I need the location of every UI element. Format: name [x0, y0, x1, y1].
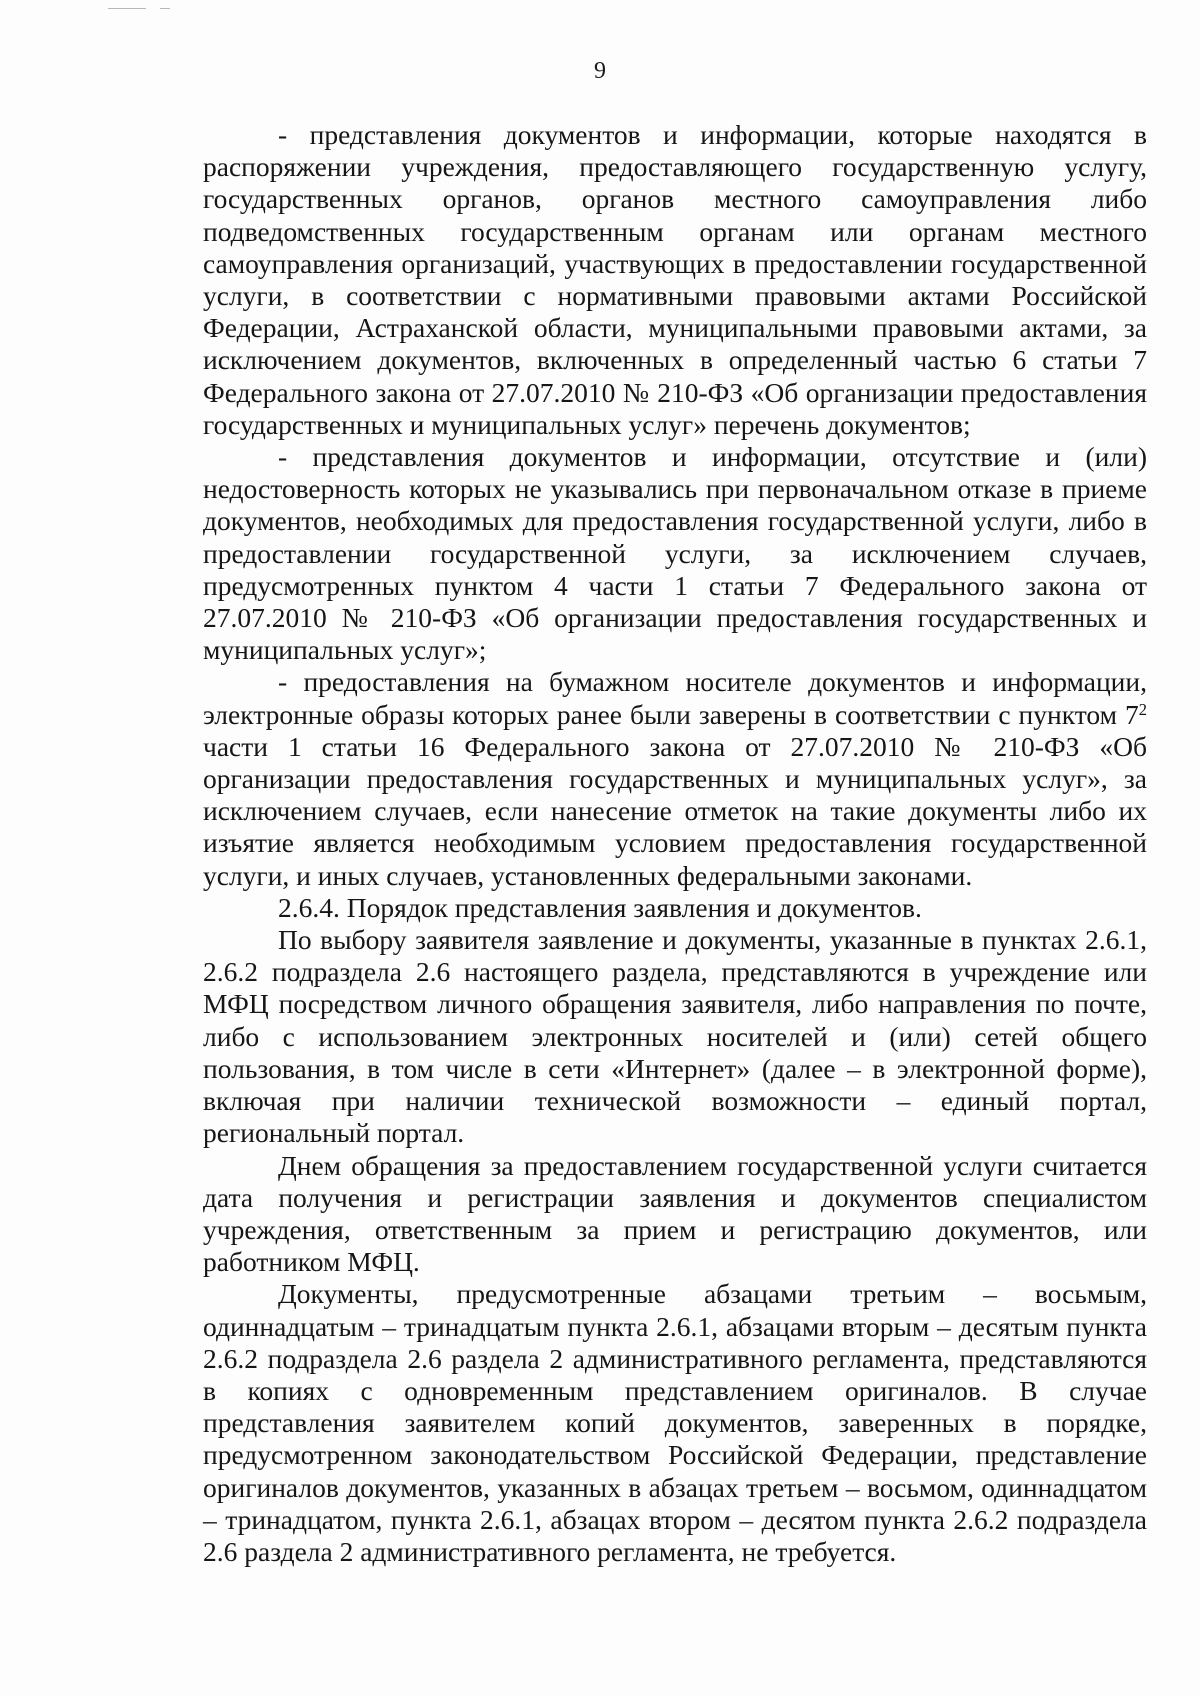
page-number: 9 [594, 58, 606, 84]
paragraph-3-text-end: части 1 статьи 16 Федерального закона от 27.07.2010 № 210-ФЗ «Об организации предоставления государственных и муниципальных услуг», за исключением случаев, если нанесение отметок на такие документы либо их изъятие является необходимым условием предоставления государственной услуги, и иных случаев, установленных федеральными законами. [203, 730, 1147, 891]
document-body [203, 119, 1147, 1568]
paragraph-item-5: По выбору заявителя заявление и документы, указанные в пунктах 2.6.1, 2.6.2 подраздела 2.6 настоящего раздела, представляются в учреждение или МФЦ посредством личного обращения заявителя, либо направления по почте, либо с использованием электронных носителей и (или) сетей общего пользования, в том числе в сети «Интернет» (далее – в электронной форме), включая при наличии технической возможности – единый портал, региональный портал. [203, 924, 1147, 1149]
superscript-index: 2 [1138, 699, 1147, 719]
paragraph-item-7: Документы, предусмотренные абзацами третьим – восьмым, одиннадцатым – тринадцатым пункта 2.6.1, абзацами вторым – десятым пункта 2.6.2 подраздела 2.6 раздела 2 административного регламента, представляются в копиях с одновременным представлением оригиналов. В случае представления заявителем копий документов, заверенных в порядке, предусмотренном законодательством Российской Федерации, представление оригиналов документов, указанных в абзацах третьем – восьмом, одиннадцатом – тринадцатом, пункта 2.6.1, абзацах втором – десятом пункта 2.6.2 подраздела 2.6 раздела 2 административного регламента, не требуется. [203, 1278, 1147, 1567]
section-heading-2-6-4: 2.6.4. Порядок представления заявления и документов. [278, 891, 922, 923]
scan-artifact-line [160, 8, 170, 9]
paragraph-item-1: - представления документов и информации, которые находятся в распоряжении учреждения, предоставляющего государственную услугу, государственных органов, органов местного самоуправления либо подведомственных государственным органам или органам местного самоуправления организаций, участвующих в предоставлении государственной услуги, в соответствии с нормативными правовыми актами Российской Федерации, Астраханской области, муниципальными правовыми актами, за исключением документов, включенных в определенный частью 6 статьи 7 Федерального закона от 27.07.2010 № 210-ФЗ «Об организации предоставления государственных и муниципальных услуг» перечень документов; [203, 119, 1147, 440]
scan-artifact-line [108, 8, 146, 9]
paragraph-item-2: - представления документов и информации, отсутствие и (или) недостоверность которых не указывались при первоначальном отказе в приеме документов, необходимых для предоставления государственной услуги, либо в предоставлении государственной услуги, за исключением случаев, предусмотренных пунктом 4 части 1 статьи 7 Федерального закона от 27.07.2010 № 210-ФЗ «Об организации предоставления государственных и муниципальных услуг»; [203, 441, 1147, 666]
paragraph-item-6: Днем обращения за предоставлением государственной услуги считается дата получения и регистрации заявления и документов специалистом учреждения, ответственным за прием и регистрацию документов, или работником МФЦ. [203, 1149, 1147, 1278]
paragraph-item-3 [203, 666, 1147, 891]
paragraph-3-text-start: - предоставления на бумажном носителе документов и информации, электронные образы которых ранее были заверены в соответствии с пунктом 7 [203, 666, 1147, 730]
